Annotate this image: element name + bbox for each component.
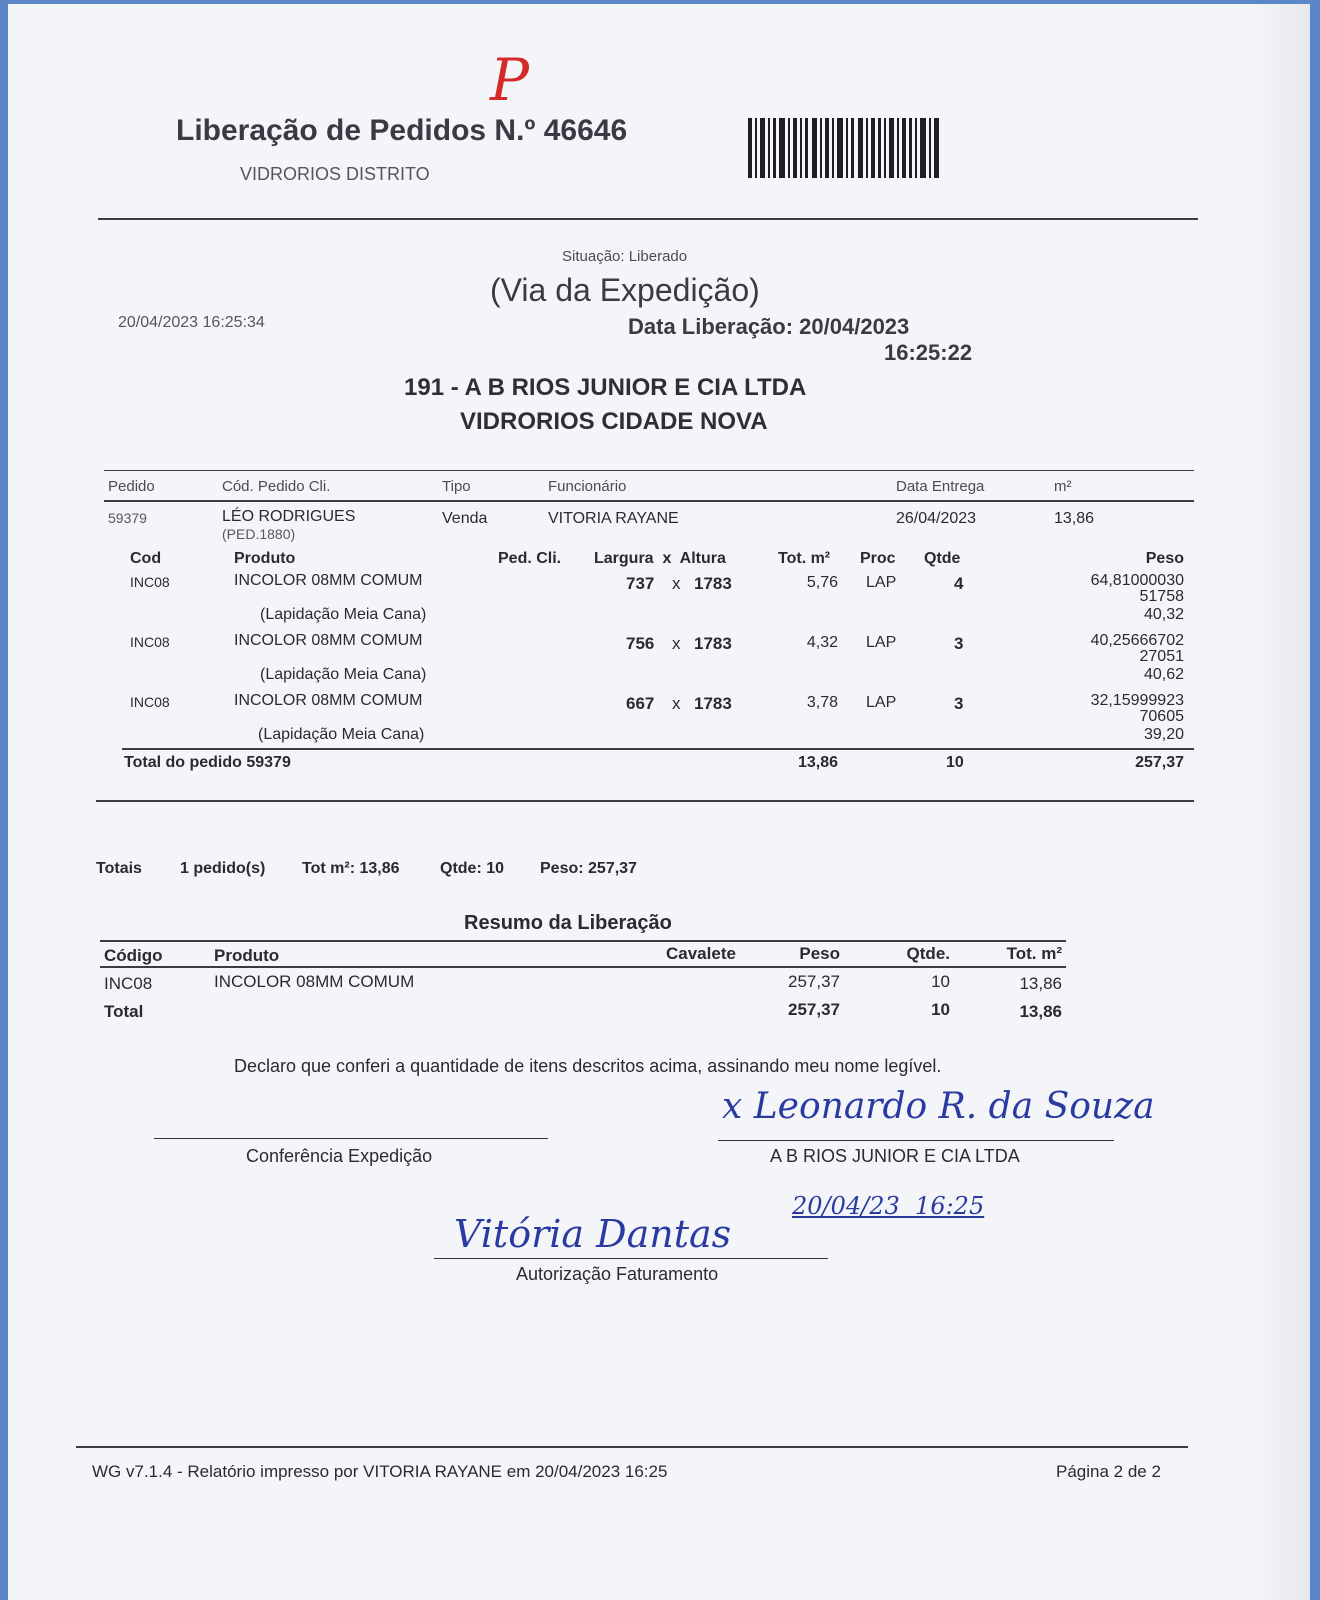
items-col-peso: Peso [1145, 550, 1184, 567]
title-divider [98, 218, 1198, 220]
totals-label: Totais [96, 860, 142, 877]
col-tipo: Tipo [442, 478, 471, 495]
via-title: (Via da Expedição) [490, 272, 760, 308]
item-produto: INCOLOR 08MM COMUM [234, 692, 423, 709]
release-time: 16:25:22 [884, 340, 973, 365]
summary-total-peso: 257,37 [788, 1000, 840, 1019]
item-largura: 667 [626, 694, 655, 713]
item-proc: LAP [866, 634, 897, 651]
order-data-entrega: 26/04/2023 [896, 510, 977, 527]
item-x: x [672, 574, 681, 593]
company-name: VIDRORIOS DISTRITO [240, 164, 430, 184]
item-peso-cont: 70605 [1139, 708, 1184, 725]
items-col-proc: Proc [860, 550, 896, 567]
totals-qtde: Qtde: 10 [440, 860, 505, 877]
printed-at: 20/04/2023 16:25:34 [118, 314, 265, 331]
summary-total-qtde: 10 [931, 1000, 950, 1019]
item-peso: 64,81000030 [1090, 572, 1184, 589]
col-funcionario: Funcionário [548, 478, 627, 495]
signature-line-bottom [434, 1258, 828, 1259]
order-total-label: Total do pedido 59379 [124, 754, 291, 771]
col-cod-pedido-cli: Cód. Pedido Cli. [222, 478, 331, 495]
signature-line-right [718, 1140, 1114, 1141]
signature-label-bottom: Autorização Faturamento [516, 1264, 719, 1284]
footer-page-number: Página 2 de 2 [1056, 1462, 1161, 1481]
item-peso: 40,25666702 [1090, 632, 1184, 649]
order-total-peso: 257,37 [1135, 754, 1184, 771]
item-cod: INC08 [130, 634, 170, 650]
order-table-top [104, 470, 1194, 471]
order-total-divider [122, 748, 1194, 750]
document-page [8, 4, 1310, 1600]
summary-row-produto: INCOLOR 08MM COMUM [214, 972, 415, 991]
item-qtde: 4 [954, 574, 964, 593]
order-funcionario: VITORIA RAYANE [548, 510, 679, 527]
item-desc: (Lapidação Meia Cana) [260, 606, 427, 623]
order-m2: 13,86 [1054, 510, 1095, 527]
handwritten-mark: P [490, 46, 530, 114]
col-m2: m² [1054, 478, 1072, 495]
order-pedido: 59379 [108, 510, 147, 526]
items-col-produto: Produto [234, 550, 296, 567]
summary-row-qtde: 10 [931, 972, 950, 991]
summary-col-produto: Produto [214, 946, 280, 965]
item-cod: INC08 [130, 694, 170, 710]
item-peso-unit: 40,32 [1143, 606, 1184, 623]
col-pedido: Pedido [108, 478, 155, 495]
item-qtde: 3 [954, 634, 964, 653]
items-col-tot-m2: Tot. m² [778, 550, 831, 567]
signature-label-right: A B RIOS JUNIOR E CIA LTDA [770, 1146, 1020, 1166]
totals-peso: Peso: 257,37 [540, 860, 637, 877]
summary-row-peso: 257,37 [788, 972, 840, 991]
item-peso-cont: 51758 [1139, 588, 1184, 605]
items-col-cod: Cod [130, 550, 162, 567]
items-col-ped-cli: Ped. Cli. [498, 550, 562, 567]
summary-col-cavalete: Cavalete [666, 944, 736, 963]
summary-row-tot-m2: 13,86 [1019, 974, 1062, 993]
item-proc: LAP [866, 574, 897, 591]
item-peso-unit: 40,62 [1143, 666, 1184, 683]
item-proc: LAP [866, 694, 897, 711]
item-tot-m2: 4,32 [806, 634, 838, 651]
item-produto: INCOLOR 08MM COMUM [234, 572, 423, 589]
signature-label-left: Conferência Expedição [246, 1146, 433, 1166]
item-x: x [672, 694, 681, 713]
summary-total-label: Total [104, 1002, 144, 1021]
client-branch: VIDRORIOS CIDADE NOVA [460, 408, 768, 435]
summary-col-tot-m2: Tot. m² [1006, 944, 1062, 963]
order-cod-cli-ref: (PED.1880) [222, 526, 296, 542]
item-produto: INCOLOR 08MM COMUM [234, 632, 423, 649]
signature-line-left [154, 1138, 548, 1139]
items-col-dims: Largura x Altura [594, 550, 726, 567]
order-header-divider [104, 500, 1194, 502]
situation-text: Situação: Liberado [562, 248, 688, 265]
summary-header-line [100, 966, 1066, 968]
col-data-entrega: Data Entrega [896, 478, 985, 495]
item-altura: 1783 [694, 574, 732, 593]
order-tipo: Venda [442, 510, 488, 527]
totals-pedidos: 1 pedido(s) [180, 860, 266, 877]
item-desc: (Lapidação Meia Cana) [258, 726, 425, 743]
handwritten-date: 20/04/23 16:25 [792, 1192, 985, 1220]
items-col-qtde: Qtde [924, 550, 961, 567]
footer-left: WG v7.1.4 - Relatório impresso por VITORIA RAYANE em 20/04/2023 16:25 [92, 1462, 668, 1481]
item-peso-unit: 39,20 [1143, 726, 1184, 743]
item-altura: 1783 [694, 634, 732, 653]
order-section-divider [96, 800, 1194, 802]
handwritten-signature-bottom: Vitória Dantas [454, 1212, 732, 1256]
summary-top-line [100, 940, 1066, 942]
summary-row-codigo: INC08 [104, 974, 153, 993]
item-tot-m2: 3,78 [806, 694, 838, 711]
item-largura: 737 [626, 574, 655, 593]
handwritten-signature-right: x Leonardo R. da Souza [722, 1086, 1155, 1127]
item-altura: 1783 [694, 694, 732, 713]
item-qtde: 3 [954, 694, 964, 713]
release-date: Data Liberação: 20/04/2023 [628, 314, 910, 339]
item-largura: 756 [626, 634, 655, 653]
item-peso-cont: 27051 [1139, 648, 1184, 665]
document-title: Liberação de Pedidos N.º 46646 [176, 114, 628, 147]
footer-divider [76, 1446, 1188, 1448]
item-cod: INC08 [130, 574, 170, 590]
totals-m2: Tot m²: 13,86 [302, 860, 400, 877]
order-total-qtde: 10 [946, 754, 964, 771]
order-total-m2: 13,86 [797, 754, 838, 771]
summary-col-qtde: Qtde. [906, 944, 950, 963]
order-cod-cli: LÉO RODRIGUES [222, 508, 356, 525]
declaration-text: Declaro que conferi a quantidade de itens descritos acima, assinando meu nome legível. [234, 1056, 942, 1076]
item-x: x [672, 634, 681, 653]
summary-title: Resumo da Liberação [464, 912, 672, 934]
summary-col-codigo: Código [104, 946, 163, 965]
summary-col-peso: Peso [799, 944, 840, 963]
item-desc: (Lapidação Meia Cana) [260, 666, 427, 683]
item-tot-m2: 5,76 [806, 574, 838, 591]
barcode [748, 118, 944, 178]
item-peso: 32,15999923 [1090, 692, 1184, 709]
client-name: 191 - A B RIOS JUNIOR E CIA LTDA [404, 374, 807, 401]
summary-total-tot-m2: 13,86 [1019, 1002, 1062, 1021]
